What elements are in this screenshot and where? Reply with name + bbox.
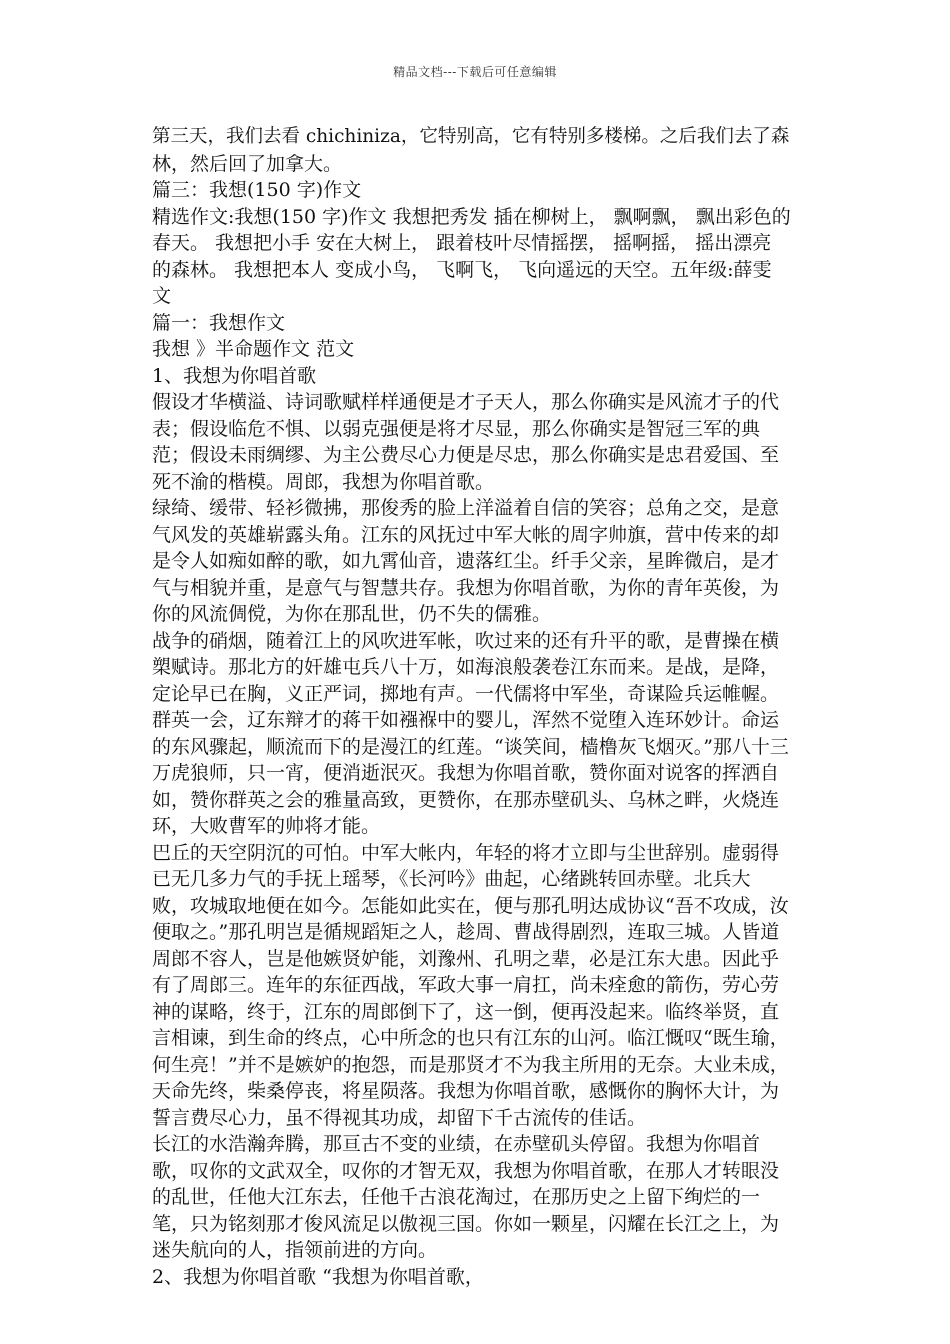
text-line: 篇三：我想(150 字)作文: [152, 179, 362, 201]
document-body: [152, 124, 802, 1290]
text-line: 迷失航向的人，指领前进的方向。: [152, 1239, 438, 1261]
text-line: 万虎狼师，只一宵，便消逝泯灭。我想为你唱首歌，赞你面对说客的挥洒自: [152, 762, 780, 784]
text-line: 气与相貌并重，是意气与智慧共存。我想为你唱首歌，为你的青年英俊，为: [152, 576, 780, 599]
text-line: 槊赋诗。那北方的奸雄屯兵八十万，如海浪般袭卷江东而来。是战，是降，: [152, 656, 780, 678]
text-line: 是令人如痴如醉的歌，如九霄仙音，遗落红尘。纤手父亲，星眸微启，是才: [152, 550, 780, 572]
text-line: 文: [152, 285, 172, 307]
text-line: 败，攻城取地便在如今。怎能如此实在，便与那孔明达成协议“吾不攻成，汝: [152, 894, 789, 917]
text-line: 范；假设未雨绸缪、为主公费尽心力便是尽忠，那么你确实是忠君爱国、至: [152, 444, 780, 466]
text-line: 巴丘的天空阴沉的可怕。中军大帐内，年轻的将才立即与尘世辞别。虚弱得: [152, 841, 780, 864]
text-line: 便取之。”那孔明岂是循规蹈矩之人，趁周、曹战得剧烈，连取三城。人皆道: [152, 921, 780, 943]
text-line: 精选作文:我想(150 字)作文 我想把秀发 插在柳树上， 飘啊飘， 飘出彩色的: [152, 205, 791, 228]
text-line: 长江的水浩瀚奔腾，那亘古不变的业绩，在赤壁矶头停留。我想为你唱首: [152, 1133, 761, 1155]
text-line: 我想 》半命题作文 范文: [152, 338, 355, 360]
text-line: 林，然后回了加拿大。: [152, 152, 343, 175]
text-line: 的东风骤起，顺流而下的是漫江的红莲。“谈笑间，樯橹灰飞烟灭。”那八十三: [152, 735, 789, 758]
text-line: 的森林。 我想把本人 变成小鸟， 飞啊飞， 飞向遥远的天空。五年级:薛雯: [152, 258, 772, 281]
text-line: 春天。 我想把小手 安在大树上， 跟着枝叶尽情摇摆， 摇啊摇， 摇出漂亮: [152, 232, 772, 254]
text-line: 定论早已在胸，义正严词，掷地有声。一代儒将中军坐，奇谋险兵运帷幄。: [152, 682, 780, 705]
text-line: 何生亮！”并不是嫉妒的抱怨，而是那贤才不为我主所用的无奈。大业未成，: [152, 1053, 789, 1076]
text-line: 第三天，我们去看 chichiniza，它特别高，它有特别多楼梯。之后我们去了森: [152, 126, 790, 147]
text-line: 言相谏，到生命的终点，心中所念的也只有江东的山河。临江慨叹“既生瑜，: [152, 1027, 789, 1049]
text-line: 你的风流倜傥，为你在那乱世，仍不失的儒雅。: [152, 603, 552, 625]
text-line: 的乱世，任他大江东去，任他千古浪花淘过，在那历史之上留下绚烂的一: [152, 1186, 761, 1208]
text-line: 周郎不容人，岂是他嫉贤妒能，刘豫州、孔明之辈，必是江东大患。因此乎: [152, 947, 780, 970]
text-line: 死不渝的楷模。周郎，我想为你唱首歌。: [152, 470, 495, 493]
text-line: 誓言费尽心力，虽不得视其功成，却留下千古流传的佳话。: [152, 1106, 647, 1129]
text-line: 有了周郎三。连年的东征西战，军政大事一肩扛，尚未痊愈的箭伤，劳心劳: [152, 974, 780, 996]
text-line: 表；假设临危不惧、以弱克强便是将才尽显，那么你确实是智冠三军的典: [152, 417, 761, 440]
text-line: 环，大败曹军的帅将才能。: [152, 815, 381, 837]
text-line: 群英一会，辽东辩才的蒋干如襁褓中的婴儿，浑然不觉堕入连环妙计。命运: [152, 709, 780, 731]
text-line: 如，赞你群英之会的雅量高致，更赞你，在那赤壁矶头、乌林之畔，火烧连: [152, 788, 780, 811]
text-line: 已无几多力气的手抚上瑶琴，《长河吟》曲起，心绪跳转回赤壁。北兵大: [152, 868, 751, 890]
text-line: 歌，叹你的文武双全，叹你的才智无双，我想为你唱首歌，在那人才转眼没: [152, 1159, 780, 1182]
page-header: 精品文档---下载后可任意编辑: [393, 65, 557, 79]
text-line: 天命先终，柴桑停丧，将星陨落。我想为你唱首歌，感慨你的胸怀大计，为: [152, 1080, 780, 1102]
text-line: 绿绮、缓带、轻衫微拂，那俊秀的脸上洋溢着自信的笑容；总角之交，是意: [152, 497, 780, 519]
text-line: 神的谋略，终于，江东的周郎倒下了，这一倒，便再没起来。临终举贤，直: [152, 1000, 780, 1023]
text-line: 笔，只为铭刻那才俊风流足以傲视三国。你如一颗星，闪耀在长江之上，为: [152, 1212, 780, 1235]
text-line: 战争的硝烟，随着江上的风吹进军帐，吹过来的还有升平的歌，是曹操在横: [152, 629, 780, 652]
text-line: 假设才华横溢、诗词歌赋样样通便是才子天人，那么你确实是风流才子的代: [152, 391, 780, 413]
text-line: 2、我想为你唱首歌 “我想为你唱首歌，: [152, 1265, 484, 1288]
text-line: 1、我想为你唱首歌: [152, 364, 317, 387]
text-line: 气风发的英雄崭露头角。江东的风抚过中军大帐的周字帅旗，营中传来的却: [152, 523, 780, 546]
text-line: 篇一：我想作文: [152, 311, 286, 334]
